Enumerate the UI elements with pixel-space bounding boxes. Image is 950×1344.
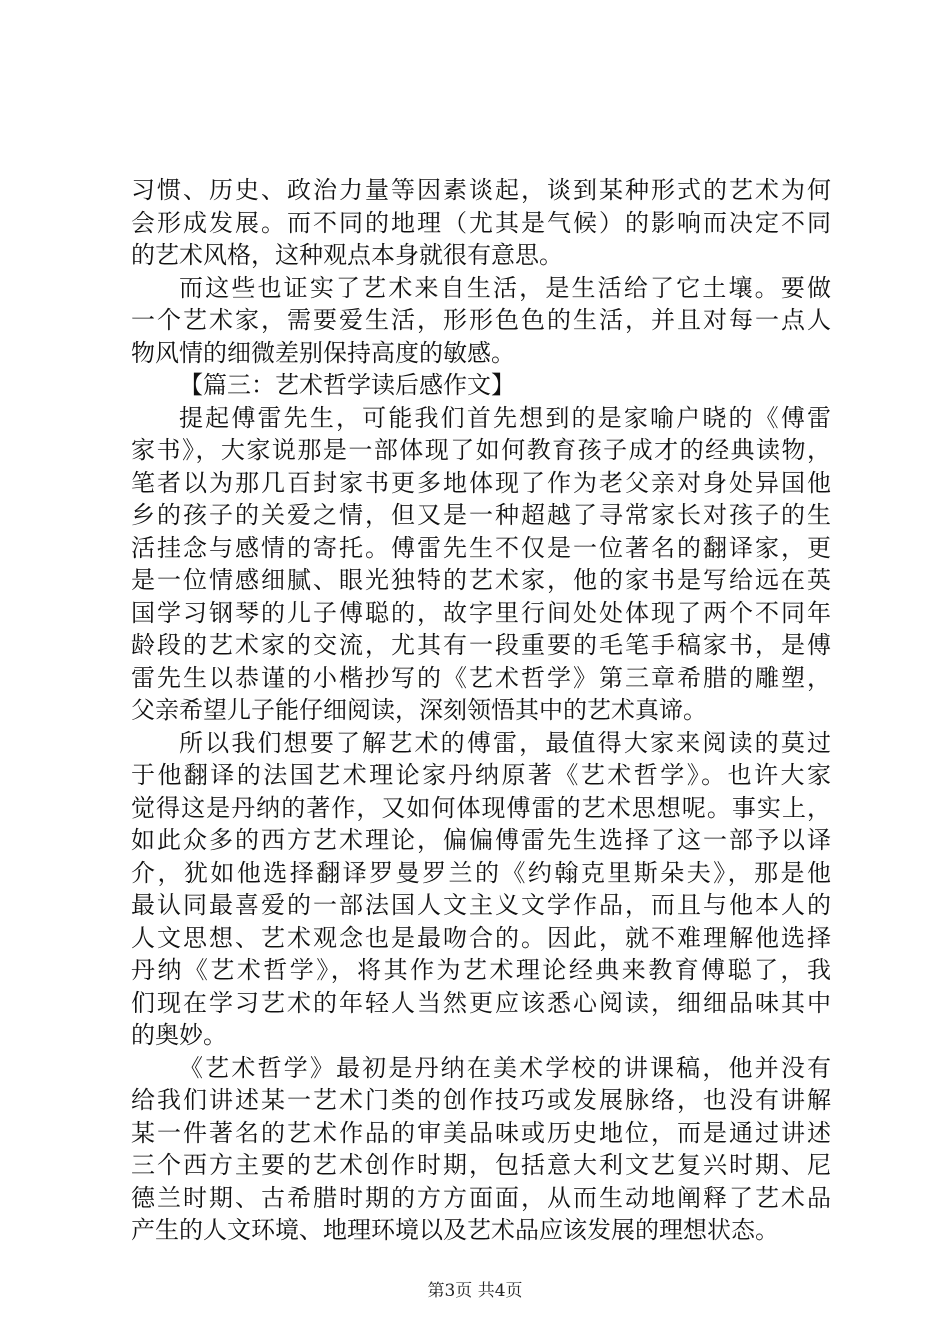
text-line: 父亲希望儿子能仔细阅读，深刻领悟其中的艺术真谛。 — [131, 696, 707, 724]
text-line: 物风情的细微差别保持高度的敏感。 — [131, 338, 515, 367]
text-line: 某一件著名的艺术作品的审美品味或历史地位，而是通过讲述 — [131, 1118, 831, 1147]
text-line: 乡的孩子的关爱之情，但又是一种超越了寻常家长对孩子的生 — [131, 501, 831, 529]
body-text — [131, 174, 831, 1247]
text-line: 习惯、历史、政治力量等因素谈起，谈到某种形式的艺术为何 — [131, 176, 831, 204]
text-line: 的艺术风格，这种观点本身就很有意思。 — [131, 241, 563, 269]
text-line: 雷先生以恭谨的小楷抄写的《艺术哲学》第三章希腊的雕塑， — [131, 663, 831, 692]
text-line: 家书》，大家说那是一部体现了如何教育孩子成才的经典读物， — [131, 436, 831, 464]
text-line: 龄段的艺术家的交流，尤其有一段重要的毛笔手稿家书，是傅 — [131, 631, 831, 659]
text-line: 三个西方主要的艺术创作时期，包括意大利文艺复兴时期、尼 — [131, 1151, 831, 1179]
text-line: 人文思想、艺术观念也是最吻合的。因此，就不难理解他选择 — [131, 923, 831, 952]
text-line: 觉得这是丹纳的著作，又如何体现傅雷的艺术思想呢。事实上， — [131, 793, 831, 822]
text-line: 介，犹如他选择翻译罗曼罗兰的《约翰克里斯朵夫》，那是他 — [131, 858, 831, 887]
text-line: 们现在学习艺术的年轻人当然更应该悉心阅读，细细品味其中 — [131, 988, 831, 1017]
text-line: 如此众多的西方艺术理论，偏偏傅雷先生选择了这一部予以译 — [131, 826, 831, 854]
page-footer: 第3页 共4页 — [427, 1281, 523, 1301]
text-line: 是一位情感细腻、眼光独特的艺术家，他的家书是写给远在英 — [131, 566, 831, 594]
text-line: 一个艺术家，需要爱生活，形形色色的生活，并且对每一点人 — [131, 306, 831, 334]
text-line: 《艺术哲学》最初是丹纳在美术学校的讲课稿，他并没有 — [179, 1053, 831, 1082]
text-line: 的奥妙。 — [131, 1021, 227, 1049]
text-line: 于他翻译的法国艺术理论家丹纳原著《艺术哲学》。也许大家 — [131, 761, 831, 789]
text-line: 产生的人文环境、地理环境以及艺术品应该发展的理想状态。 — [131, 1216, 779, 1244]
text-line: 笔者以为那几百封家书更多地体现了作为老父亲对身处异国他 — [131, 468, 831, 497]
text-line: 国学习钢琴的儿子傅聪的，故字里行间处处体现了两个不同年 — [131, 598, 831, 627]
text-line: 活挂念与感情的寄托。傅雷先生不仅是一位著名的翻译家，更 — [131, 533, 831, 562]
text-line: 最认同最喜爱的一部法国人文主义文学作品，而且与他本人的 — [131, 891, 831, 919]
text-line: 丹纳《艺术哲学》，将其作为艺术理论经典来教育傅聪了，我 — [131, 956, 831, 984]
text-line: 提起傅雷先生，可能我们首先想到的是家喻户晓的《傅雷 — [179, 403, 831, 432]
text-line: 【篇三：艺术哲学读后感作文】 — [179, 371, 515, 399]
text-line: 给我们讲述某一艺术门类的创作技巧或发展脉络，也没有讲解 — [131, 1086, 831, 1114]
text-line: 而这些也证实了艺术来自生活，是生活给了它土壤。要做 — [179, 273, 831, 302]
text-line: 德兰时期、古希腊时期的方方面面，从而生动地阐释了艺术品 — [131, 1183, 831, 1212]
text-line: 会形成发展。而不同的地理（尤其是气候）的影响而决定不同 — [131, 208, 831, 237]
text-line: 所以我们想要了解艺术的傅雷，最值得大家来阅读的莫过 — [179, 728, 831, 757]
